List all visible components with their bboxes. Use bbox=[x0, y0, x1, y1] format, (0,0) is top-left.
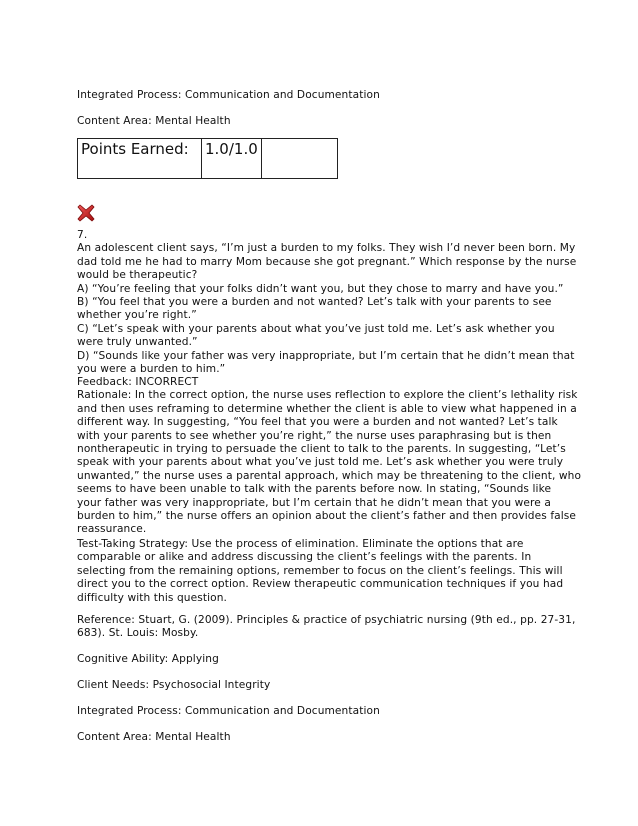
strategy-line: direct you to the correct option. Review therapeutic communication techniques if you had bbox=[77, 578, 564, 591]
strategy-line: comparable or alike and address discussing the client’s feelings with the parents. In bbox=[77, 551, 532, 564]
answer-option-d-line: D) “Sounds like your father was very inappropriate, but I’m certain that he didn’t mean that bbox=[77, 349, 575, 362]
rationale-line: with your parents to see whether you’re right,” the nurse uses paraphrasing but is then bbox=[77, 429, 552, 442]
question-number: 7. bbox=[77, 229, 88, 241]
rationale-line: and then uses reframing to determine whether the client is able to view what happened in a bbox=[77, 402, 577, 415]
integrated-process-line: Integrated Process: Communication and Documentation bbox=[77, 89, 380, 101]
red-x-icon bbox=[77, 204, 95, 222]
rationale-line: unwanted,” the nurse uses a parental approach, which may be threatening to the client, who bbox=[77, 469, 582, 482]
rationale-line: seems to have been unable to talk with the parents before now. In stating, “Sounds like bbox=[77, 483, 552, 496]
points-extra-cell bbox=[261, 139, 337, 179]
points-table bbox=[77, 138, 338, 179]
rationale-line: burden to him,” the nurse offers an opinion about the client’s father and then provides false bbox=[77, 510, 577, 523]
answer-option-b-line: B) “You feel that you were a burden and not wanted? Let’s talk with your parents to see bbox=[77, 296, 552, 309]
content-area-line: Content Area: Mental Health bbox=[77, 115, 231, 127]
client-needs-line: Client Needs: Psychosocial Integrity bbox=[77, 679, 271, 691]
reference-line: Reference: Stuart, G. (2009). Principles & practice of psychiatric nursing (9th ed., pp. 27-31, bbox=[77, 614, 576, 626]
strategy-block bbox=[77, 538, 563, 605]
feedback-label: Feedback: INCORRECT bbox=[77, 376, 199, 388]
rationale-line: nontherapeutic in trying to persuade the client to talk to the parents. In suggesting, “Let’s bbox=[77, 443, 566, 456]
strategy-line: Test-Taking Strategy: Use the process of elimination. Eliminate the options that are bbox=[77, 538, 524, 550]
points-label: Points Earned: bbox=[78, 139, 202, 179]
answer-option-a-line: A) “You’re feeling that your folks didn’t want you, but they chose to marry and have you.” bbox=[77, 282, 564, 295]
points-value: 1.0/1.0 bbox=[202, 139, 262, 179]
question-stem-line: dad told me he had to marry Mom because she got pregnant.” Which response by the nurse bbox=[77, 255, 577, 268]
answer-option-b-line: whether you’re right.” bbox=[77, 309, 197, 322]
rationale-line: reassurance. bbox=[77, 523, 147, 536]
feedback-block bbox=[77, 376, 581, 537]
question-block bbox=[77, 229, 576, 376]
strategy-line: difficulty with this question. bbox=[77, 591, 228, 604]
cognitive-ability-line: Cognitive Ability: Applying bbox=[77, 653, 219, 665]
rationale-line: Rationale: In the correct option, the nurse uses reflection to explore the client’s lethality risk bbox=[77, 389, 578, 402]
rationale-line: your father was very inappropriate, but I’m certain that he didn’t mean that you were a bbox=[77, 496, 551, 509]
footer-content-area-line: Content Area: Mental Health bbox=[77, 731, 231, 743]
answer-option-c-line: were truly unwanted.” bbox=[77, 336, 198, 349]
question-stem-line: An adolescent client says, “I’m just a burden to my folks. They wish I’d never been born. My bbox=[77, 242, 576, 255]
footer-integrated-process-line: Integrated Process: Communication and Documentation bbox=[77, 705, 380, 717]
answer-option-d-line: you were a burden to him.” bbox=[77, 363, 226, 376]
strategy-line: selecting from the remaining options, remember to focus on the client’s feelings. This will bbox=[77, 564, 563, 577]
question-stem-line: would be therapeutic? bbox=[77, 269, 198, 282]
reference-block bbox=[77, 614, 575, 641]
rationale-line: different way. In suggesting, “You feel that you were a burden and not wanted? Let’s talk bbox=[77, 416, 558, 429]
answer-option-c-line: C) “Let’s speak with your parents about what you’ve just told me. Let’s ask whether you bbox=[77, 322, 555, 335]
reference-line: 683). St. Louis: Mosby. bbox=[77, 627, 199, 640]
rationale-line: speak with your parents about what you’ve just told me. Let’s ask whether you were truly bbox=[77, 456, 564, 469]
